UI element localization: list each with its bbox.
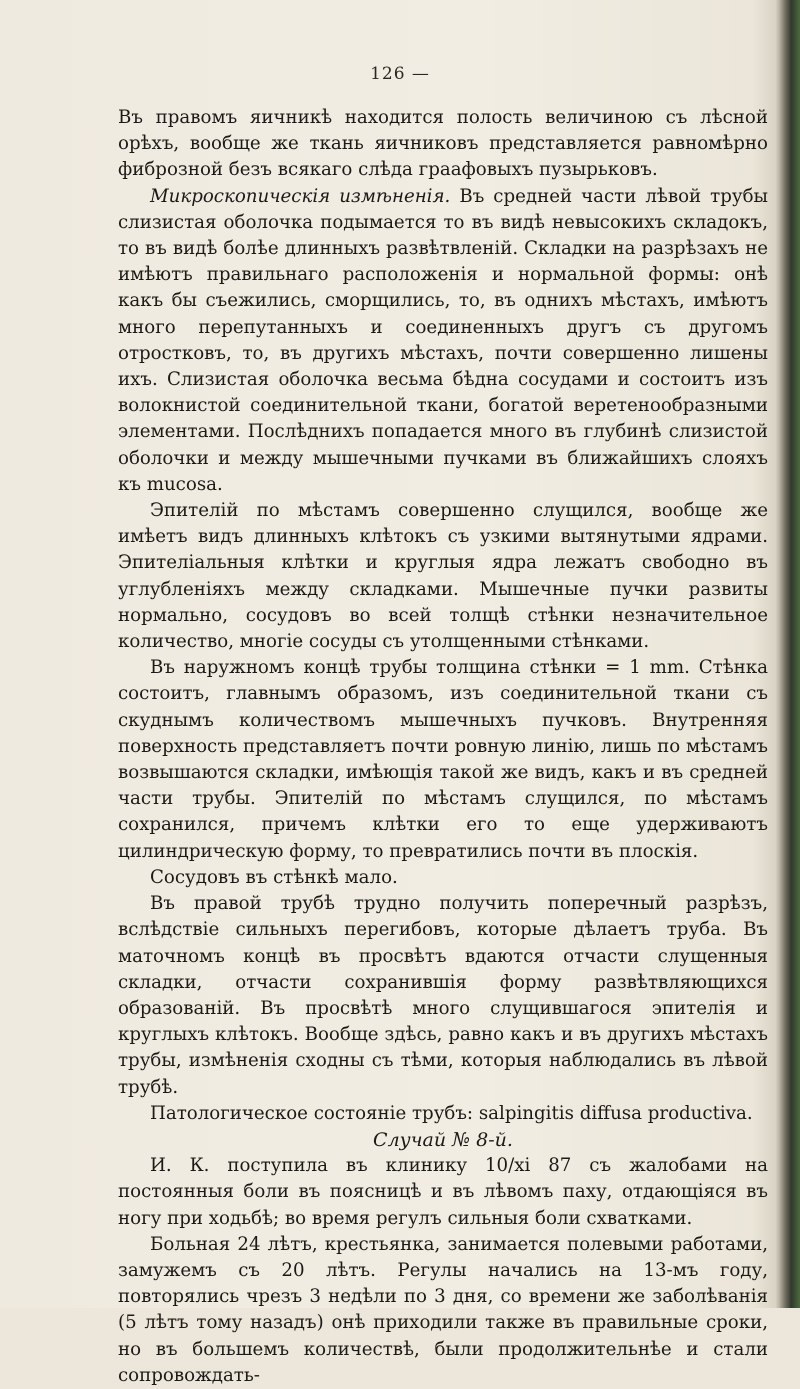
body-text [118, 105, 768, 1389]
paragraph-vessels: Сосудовъ въ стѣнкѣ мало. [150, 866, 398, 888]
section-lead-microscopic: Микроскопическія измѣненія. [150, 185, 451, 207]
paragraph-microscopic-changes [118, 184, 768, 498]
paragraph-outer-end: Въ наружномъ концѣ трубы толщина стѣнки = 1 mm. Стѣнка состоитъ, главнымъ образомъ, изъ соединительной ткани съ скуднымъ количествомъ мышечныхъ пучковъ. Внутренняя поверхность представляетъ почти ровную линію, лишь по мѣстамъ возвышаются складки, имѣющія такой же видъ, какъ и въ средней части трубы. Эпителій по мѣстамъ слущился, по мѣстамъ сохранился, причемъ клѣтки его то еще удерживаютъ цилиндрическую форму, то превратились почти въ плоскія. [118, 657, 768, 862]
paragraph-epithelium: Эпителій по мѣстамъ совершенно слущился, вообще же имѣетъ видъ длинныхъ клѣтокъ съ узкими вытянутыми ядрами. Эпителіальныя клѣтки и круглыя ядра лежатъ свободно въ углубленіяхъ между складками. Мышечные пучки развиты нормально, сосудовъ во всей толщѣ стѣнки незначительное количество, многіе сосуды съ утолщенными стѣнками. [118, 500, 768, 653]
paragraph-pathology: Патологическое состояніе трубъ: salpingitis diffusa productiva. [150, 1102, 753, 1124]
page-number: 126 — [370, 64, 430, 84]
book-spine-edge [778, 0, 800, 1308]
paragraph-admission: И. К. поступила въ клинику 10/xi 87 съ жалобами на постоянныя боли въ поясницѣ и въ лѣвомъ паху, отдающіяся въ ногу при ходьбѣ; во время регулъ сильныя боли схватками. [118, 1155, 768, 1229]
case-heading: Случай № 8-й. [373, 1128, 513, 1151]
paragraph-ovary: Въ правомъ яичникѣ находится полость величиною съ лѣсной орѣхъ, вообще же ткань яичниковъ представляется равномѣрно фиброзной безъ всякаго слѣда граафовыхъ пузырьковъ. [118, 107, 768, 181]
paragraph-history: Больная 24 лѣтъ, крестьянка, занимается полевыми работами, замужемъ съ 20 лѣтъ. Регулы начались на 13-мъ году, повторялись чрезъ 3 недѣли по 3 дня, со времени же заболѣванія (5 лѣтъ тому назадъ) онѣ приходили также въ правильные сроки, но въ большемъ количествѣ, были продолжительнѣе и стали сопровождать- [118, 1233, 768, 1386]
paragraph-right-tube: Въ правой трубѣ трудно получить поперечный разрѣзъ, вслѣдствіе сильныхъ перегибовъ, которые дѣлаетъ труба. Въ маточномъ концѣ въ просвѣтъ вдаются отчасти слущенныя складки, отчасти сохранившія форму развѣтвляющихся образованій. Въ просвѣтѣ много слущившагося эпителія и круглыхъ клѣтокъ. Вообще здѣсь, равно какъ и въ другихъ мѣстахъ трубы, измѣненія сходны съ тѣми, которыя наблюдались въ лѣвой трубѣ. [118, 893, 768, 1098]
paragraph-microscopic-text: Въ средней части лѣвой трубы слизистая оболочка подымается то въ видѣ невысокихъ складокъ, то въ видѣ болѣе длинныхъ развѣтвленій. Складки на разрѣзахъ не имѣютъ правильнаго расположенія и нормальной формы: онѣ какъ бы съежились, сморщились, то, въ однихъ мѣстахъ, имѣютъ много перепутанныхъ и соединенныхъ другъ съ другомъ отростковъ, то, въ другихъ мѣстахъ, почти совершенно лишены ихъ. Слизистая оболочка весьма бѣдна сосудами и состоитъ изъ волокнистой соединительной ткани, богатой веретенообразными элементами. Послѣднихъ попадается много въ глубинѣ слизистой оболочки и между мышечными пучками въ ближайшихъ слояхъ къ mucosa. [118, 185, 768, 495]
